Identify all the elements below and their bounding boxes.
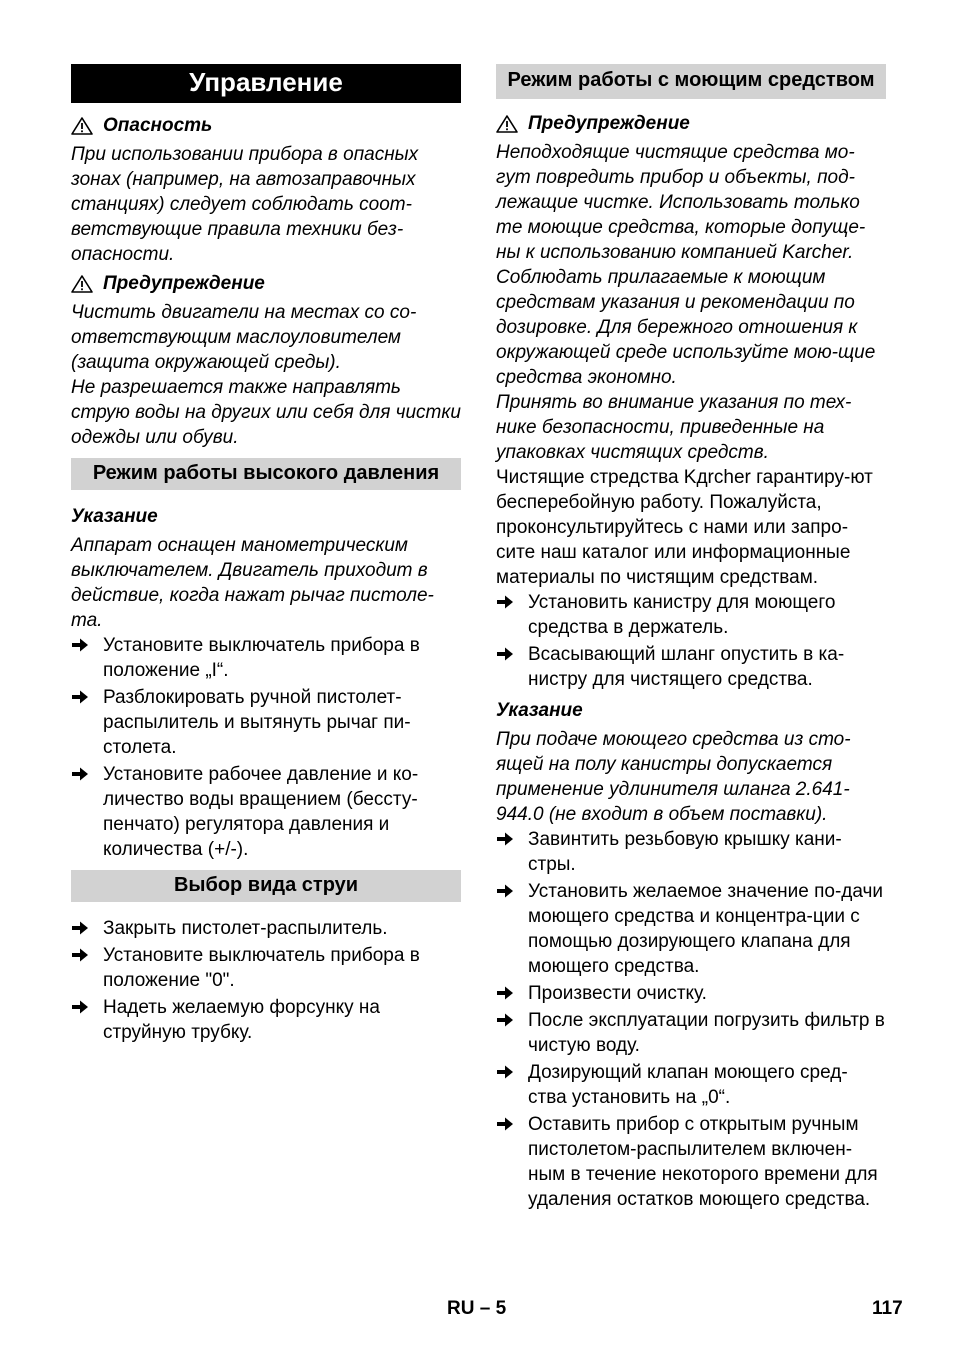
detergent-steps-2: [496, 827, 886, 1212]
section-heading-high-pressure: Режим работы высокого давления: [71, 458, 461, 490]
arrow-right-icon: [496, 1012, 514, 1028]
section-heading-detergent: Режим работы с моющим средством: [496, 64, 886, 99]
danger-text: При использовании прибора в опасных зонах (например, на автозаправочных станциях) следует соблюдать соот-ветствующие правила техники без-опасности.: [71, 144, 419, 265]
warning-text-2: Принять во внимание указания по тех-нике безопасности, приведенные на упаковках чистящих средств.: [496, 392, 852, 463]
list-item: [71, 633, 461, 683]
list-item: [496, 1008, 886, 1058]
jet-steps: [71, 916, 461, 1045]
arrow-right-icon: [496, 646, 514, 662]
step-text: Надеть желаемую форсунку на струйную трубку.: [103, 997, 380, 1043]
list-item: [71, 762, 461, 862]
list-item: [496, 879, 886, 979]
arrow-right-icon: [496, 1116, 514, 1132]
arrow-right-icon: [71, 637, 89, 653]
note-label-text: Указание: [496, 700, 583, 721]
step-text: Установите выключатель прибора в положение "0".: [103, 945, 420, 991]
section-heading-jet: Выбор вида струи: [71, 870, 461, 902]
arrow-right-icon: [496, 831, 514, 847]
warning-label-text: Предупреждение: [528, 113, 690, 134]
list-item: [496, 1060, 886, 1110]
step-text: Оставить прибор с открытым ручным пистолетом-распылителем включен-ным в течение некоторого времени для удаления остатков моющего средства.: [528, 1114, 878, 1210]
high-pressure-steps: [71, 633, 461, 862]
danger-label-text: Опасность: [103, 115, 213, 136]
arrow-right-icon: [71, 766, 89, 782]
step-text: Разблокировать ручной пистолет-распылитель и вытянуть рычаг пи-столета.: [103, 687, 411, 758]
note-label-text: Указание: [71, 506, 158, 527]
arrow-right-icon: [71, 947, 89, 963]
footer-section-label: RU – 5: [447, 1298, 507, 1319]
note-text: При подаче моющего средства из сто-ящей на полу канистры допускается применение удлинителя шланга 2.641-944.0 (не входит в объем поставки).: [496, 729, 851, 825]
note-label: [71, 504, 461, 529]
detergent-steps-1: [496, 590, 886, 692]
step-text: Произвести очистку.: [528, 983, 707, 1004]
arrow-right-icon: [496, 1064, 514, 1080]
list-item: [71, 685, 461, 760]
arrow-right-icon: [496, 883, 514, 899]
warning-label: [71, 271, 461, 296]
note-label: [496, 698, 886, 723]
list-item: [496, 981, 886, 1006]
warning-text-1: Чистить двигатели на местах со со-ответствующим маслоуловителем (защита окружающей среды).: [71, 302, 417, 373]
list-item: [496, 590, 886, 640]
warning-triangle-icon: [496, 115, 518, 133]
step-text: Закрыть пистолет-распылитель.: [103, 918, 388, 939]
step-text: Установите рабочее давление и ко-личество воды вращением (бессту-пенчато) регулятора давления и количества (+/-).: [103, 764, 419, 860]
step-text: Установить желаемое значение по-дачи моющего средства и концентра-ции с помощью дозирующего клапана для моющего средства.: [528, 881, 884, 977]
left-column: [71, 64, 461, 1047]
arrow-right-icon: [71, 689, 89, 705]
warning-text-2: Не разрешается также направлять струю воды на других или себя для чистки одежды или обуви.: [71, 377, 461, 448]
warning-text-1: Неподходящие чистящие средства мо-гут повредить прибор и объекты, под-лежащие чистке. Использовать только те моющие средства, которые допуще-ны к использованию компанией Karcher. Соблюдать прилагаемые к моющим средствам указания и рекомендации по дозировке. Для бережного отношения к окружающей среде используйте мою-щие средства экономно.: [496, 142, 876, 388]
page-number: 117: [872, 1298, 903, 1319]
list-item: [496, 1112, 886, 1212]
warning-label-text: Предупреждение: [103, 273, 265, 294]
step-text: Дозирующий клапан моющего сред-ства установить на „0“.: [528, 1062, 848, 1108]
step-text: Установите выключатель прибора в положение „I“.: [103, 635, 420, 681]
step-text: После эксплуатации погрузить фильтр в чистую воду.: [528, 1010, 885, 1056]
list-item: [71, 943, 461, 993]
step-text: Завинтить резьбовую крышку кани-стры.: [528, 829, 842, 875]
warning-triangle-icon: [71, 275, 93, 293]
right-column: [496, 64, 886, 1214]
arrow-right-icon: [496, 594, 514, 610]
warning-triangle-icon: [71, 117, 93, 135]
step-text: Установить канистру для моющего средства в держатель.: [528, 592, 836, 638]
step-text: Всасывающий шланг опустить в ка-нистру для чистящего средства.: [528, 644, 845, 690]
page-title: Управление: [71, 64, 461, 103]
list-item: [496, 642, 886, 692]
list-item: [496, 827, 886, 877]
arrow-right-icon: [71, 999, 89, 1015]
list-item: [71, 916, 461, 941]
note-text: Аппарат оснащен манометрическим выключателем. Двигатель приходит в действие, когда нажат рычаг пистоле-та.: [71, 535, 434, 631]
arrow-right-icon: [496, 985, 514, 1001]
list-item: [71, 995, 461, 1045]
detergent-intro: Чистящие стредства Kдrcher гарантиру-ют бесперебойную работу. Пожалуйста, проконсультируйтесь с нами или запро-сите наш каталог или информационные материалы по чистящим средствам.: [496, 467, 873, 588]
warning-label: [496, 111, 886, 136]
danger-label: [71, 113, 461, 138]
arrow-right-icon: [71, 920, 89, 936]
